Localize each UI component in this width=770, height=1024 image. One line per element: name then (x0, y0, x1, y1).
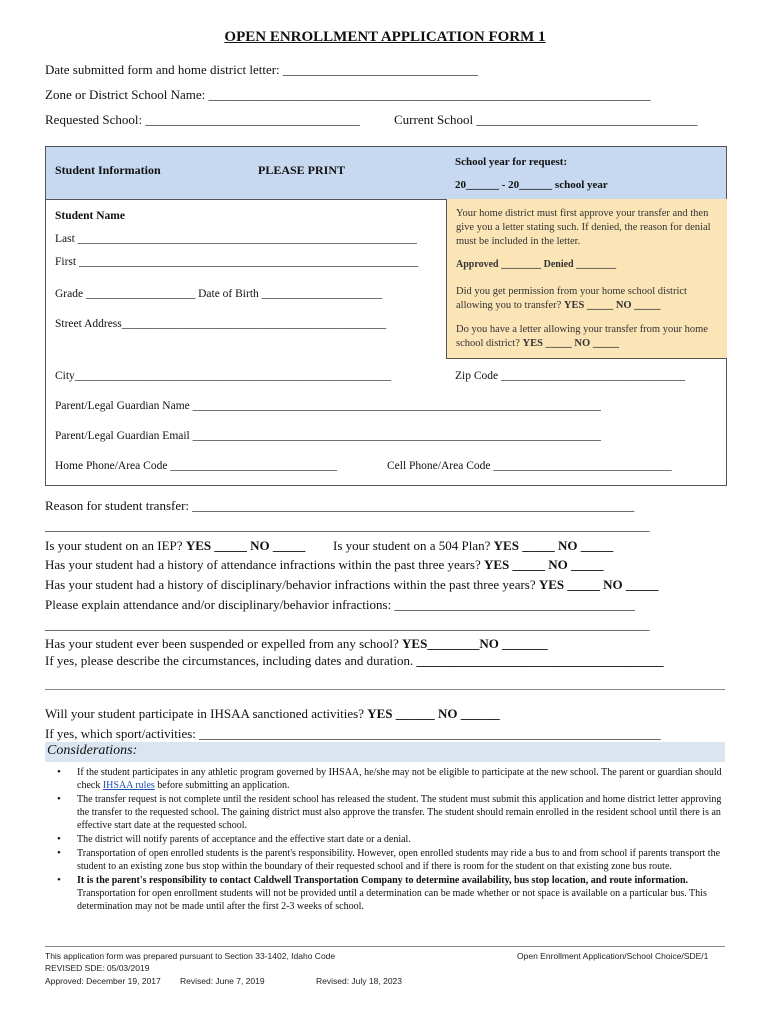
school-year-label: School year for request: (455, 156, 568, 168)
home-district-note: Your home district must first approve your transfer and then give you a letter stating such. If denied, the reason for denial must be included in the letter. (456, 208, 711, 247)
first-name-field[interactable]: First ___________________________________________________________ (55, 256, 419, 268)
zone-school-line[interactable]: Zone or District School Name: ____________________________________________________________________ (45, 87, 651, 102)
student-name-label: Student Name (55, 210, 125, 222)
list-item: • If the student participates in any athletic program governed by IHSAA, he/she may not be eligible to participate at the new school. The parent or guardian should check IHSAA rules before submitting an application. (45, 766, 725, 792)
student-info-header (46, 147, 726, 200)
grade-dob-field[interactable]: Grade ___________________ Date of Birth _____________________ (55, 288, 383, 300)
list-item: • The transfer request is not complete until the resident school has released the student. The student must submit this application and home district letter approving the transfer to the requested school. The gaining district must also approve the transfer. The student should remain enrolled in the resident school until there is an effective start date at the requested school. (45, 793, 725, 832)
describe-question: If yes, please describe the circumstances, including dates and duration. ______________________________________ (45, 653, 664, 668)
considerations-header (45, 742, 725, 762)
zip-code-field[interactable]: Zip Code ________________________________ (455, 370, 685, 382)
please-print-label: PLEASE PRINT (258, 163, 346, 177)
requested-school-line[interactable]: Requested School: _________________________________ (45, 112, 360, 127)
footer-form-id: Open Enrollment Application/School Choice/SDE/1 (517, 951, 709, 961)
divider-line (45, 689, 725, 690)
footer-approved: Approved: December 19, 2017 (45, 976, 161, 986)
plan504-question: Is your student on a 504 Plan? YES _____ NO _____ (333, 538, 614, 553)
cell-phone-field[interactable]: Cell Phone/Area Code _______________________________ (387, 460, 672, 472)
home-phone-field[interactable]: Home Phone/Area Code _____________________________ (55, 460, 338, 472)
explain-field-line2[interactable]: _____________________________________________________________________________________________ (45, 617, 650, 632)
reason-field[interactable]: Reason for student transfer: ____________________________________________________________________ (45, 498, 635, 513)
letter-question: Do you have a letter allowing your transfer from your home school district? YES _____ NO _____ (456, 324, 708, 349)
list-item: • The district will notify parents of acceptance and the effective start date or a denial. (45, 833, 725, 846)
attendance-question: Has your student had a history of attendance infractions within the past three years? YES _____ NO _____ (45, 557, 604, 572)
footer-revised-1: Revised: June 7, 2019 (180, 976, 265, 986)
letter-yes-no[interactable]: YES _____ NO _____ (522, 338, 620, 349)
iep-question: Is your student on an IEP? YES _____ NO _____ (45, 538, 306, 553)
guardian-name-field[interactable]: Parent/Legal Guardian Name _______________________________________________________________________ (55, 400, 601, 412)
discipline-yes-no[interactable]: YES _____ NO _____ (538, 577, 659, 592)
footer-statute: This application form was prepared pursuant to Section 33-1402, Idaho Code (45, 951, 336, 961)
current-school-line[interactable]: Current School __________________________________ (394, 112, 698, 127)
permission-yes-no[interactable]: YES _____ NO _____ (563, 300, 661, 311)
date-submitted-line[interactable]: Date submitted form and home district letter: ______________________________ (45, 62, 478, 77)
footer-revised-2: Revised: July 18, 2023 (316, 976, 402, 986)
attendance-yes-no[interactable]: YES _____ NO _____ (483, 557, 604, 572)
student-information-box (45, 146, 727, 486)
list-item: • Transportation of open enrolled students is the parent's responsibility. However, open enrolled students may ride a bus to and from school if parents transport the student to an existing zone bus stop within the boundary of their requested school and if there is room for the student on that existing zone bus route. (45, 847, 725, 873)
ihsaa-question: Will your student participate in IHSAA sanctioned activities? YES ______ NO ______ (45, 706, 500, 721)
guardian-email-field[interactable]: Parent/Legal Guardian Email _______________________________________________________________________ (55, 430, 601, 442)
describe-field[interactable]: ______________________________________ (416, 653, 664, 668)
iep-yes-no[interactable]: YES _____ NO _____ (185, 538, 306, 553)
discipline-question: Has your student had a history of disciplinary/behavior infractions within the past three years? YES _____ NO _____ (45, 577, 659, 592)
sport-field[interactable]: If yes, which sport/activities: _______________________________________________________________________ (45, 726, 661, 741)
street-address-field[interactable]: Street Address______________________________________________ (55, 318, 387, 330)
suspended-yes-no[interactable]: YES________NO _______ (402, 636, 548, 651)
form-title: OPEN ENROLLMENT APPLICATION FORM 1 (224, 29, 546, 45)
approved-denied-field[interactable]: Approved ________ Denied ________ (456, 259, 617, 270)
considerations-list (45, 766, 725, 914)
ihsaa-rules-link[interactable]: IHSAA rules (102, 780, 155, 791)
school-year-field[interactable]: 20______ - 20______ school year (455, 179, 608, 191)
considerations-heading: Considerations: (47, 743, 138, 758)
reason-field-line2[interactable]: _____________________________________________________________________________________________ (45, 518, 650, 533)
footer-divider (45, 946, 725, 947)
ihsaa-yes-no[interactable]: YES ______ NO ______ (367, 706, 500, 721)
list-item: • It is the parent's responsibility to contact Caldwell Transportation Company to determine availability, bus stop location, and route information. Transportation for open enrollment students will not be provided until a determination can be made whether or not space is available on a particular bus. This determination may not be made until after the first 2-3 weeks of school. (45, 874, 725, 913)
permission-question: Did you get permission from your home school district allowing you to transfer? YES _____ NO _____ (456, 286, 687, 311)
explain-field[interactable]: Please explain attendance and/or disciplinary/behavior infractions: _____________________________________ (45, 597, 635, 612)
last-name-field[interactable]: Last ___________________________________________________________ (55, 233, 417, 245)
footer-revised-sde: REVISED SDE: 05/03/2019 (45, 963, 150, 973)
student-info-label: Student Information (55, 163, 161, 177)
home-district-approval-panel (446, 199, 727, 359)
city-field[interactable]: City_______________________________________________________ (55, 370, 392, 382)
suspended-question: Has your student ever been suspended or expelled from any school? YES________NO _______ (45, 636, 548, 651)
plan504-yes-no[interactable]: YES _____ NO _____ (493, 538, 614, 553)
